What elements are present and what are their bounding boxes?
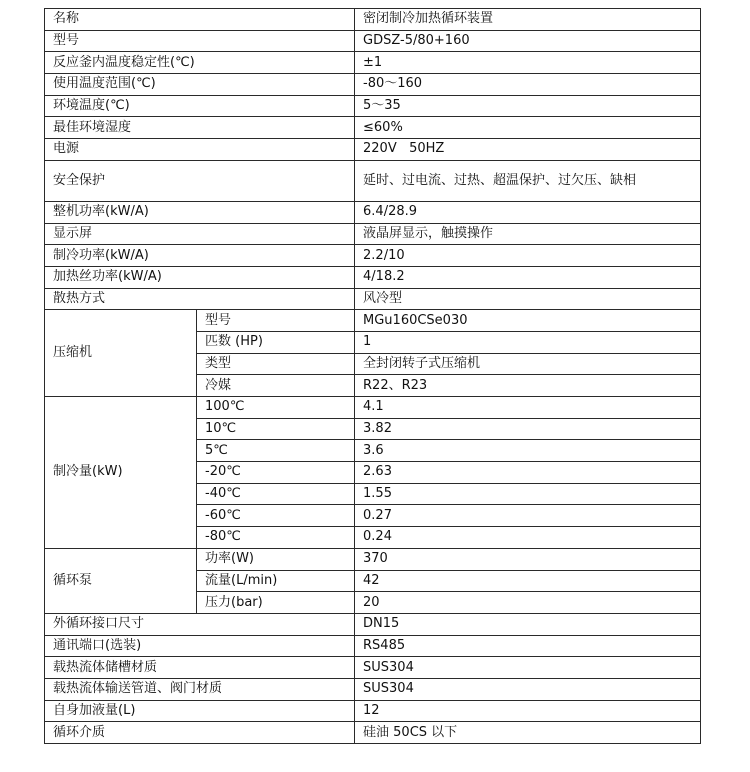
table-row bbox=[45, 74, 701, 96]
row-label: 环境温度(℃) bbox=[45, 95, 355, 117]
row-label: 显示屏 bbox=[45, 223, 355, 245]
row-value: 5～35 bbox=[355, 95, 701, 117]
sub-label: 匹数 (HP) bbox=[197, 331, 355, 353]
table-row bbox=[45, 95, 701, 117]
table-row bbox=[45, 288, 701, 310]
row-value: SUS304 bbox=[355, 657, 701, 679]
table-row bbox=[45, 52, 701, 74]
table-row bbox=[45, 722, 701, 744]
row-label: 名称 bbox=[45, 9, 355, 31]
table-row bbox=[45, 700, 701, 722]
sub-label: 冷媒 bbox=[197, 375, 355, 397]
row-value: MGu160CSe030 bbox=[355, 310, 701, 332]
row-value: DN15 bbox=[355, 613, 701, 635]
row-value: 0.27 bbox=[355, 505, 701, 527]
spec-table bbox=[44, 8, 701, 744]
row-value: 0.24 bbox=[355, 527, 701, 549]
row-label: 最佳环境湿度 bbox=[45, 117, 355, 139]
table-row bbox=[45, 139, 701, 161]
row-label: 自身加液量(L) bbox=[45, 700, 355, 722]
row-value: 220V 50HZ bbox=[355, 139, 701, 161]
table-row bbox=[45, 30, 701, 52]
table-row bbox=[45, 310, 701, 332]
row-value: 3.6 bbox=[355, 440, 701, 462]
sub-label: 100℃ bbox=[197, 397, 355, 419]
row-label: 整机功率(kW/A) bbox=[45, 201, 355, 223]
sub-label: -60℃ bbox=[197, 505, 355, 527]
row-value: 370 bbox=[355, 548, 701, 570]
row-value: 硅油 50CS 以下 bbox=[355, 722, 701, 744]
sub-label: 压力(bar) bbox=[197, 592, 355, 614]
table-row bbox=[45, 613, 701, 635]
table-row bbox=[45, 678, 701, 700]
row-label: 安全保护 bbox=[45, 160, 355, 201]
table-row bbox=[45, 9, 701, 31]
table-row bbox=[45, 117, 701, 139]
row-value: 4/18.2 bbox=[355, 266, 701, 288]
table-row bbox=[45, 548, 701, 570]
row-label: 电源 bbox=[45, 139, 355, 161]
row-label: 外循环接口尺寸 bbox=[45, 613, 355, 635]
sub-label: 流量(L/min) bbox=[197, 570, 355, 592]
row-value: 12 bbox=[355, 700, 701, 722]
table-row bbox=[45, 657, 701, 679]
row-value: 2.63 bbox=[355, 462, 701, 484]
row-label: 载热流体储槽材质 bbox=[45, 657, 355, 679]
table-row bbox=[45, 160, 701, 201]
sub-label: 5℃ bbox=[197, 440, 355, 462]
row-value: 3.82 bbox=[355, 418, 701, 440]
sub-label: -80℃ bbox=[197, 527, 355, 549]
row-label: 使用温度范围(℃) bbox=[45, 74, 355, 96]
row-value: 密闭制冷加热循环装置 bbox=[355, 9, 701, 31]
table-row bbox=[45, 635, 701, 657]
row-value: 20 bbox=[355, 592, 701, 614]
row-value: 风冷型 bbox=[355, 288, 701, 310]
sub-label: -20℃ bbox=[197, 462, 355, 484]
row-value: GDSZ-5/80+160 bbox=[355, 30, 701, 52]
table-row bbox=[45, 397, 701, 419]
row-value: 延时、过电流、过热、超温保护、过欠压、缺相 bbox=[355, 160, 701, 201]
row-value: 全封闭转子式压缩机 bbox=[355, 353, 701, 375]
table-row bbox=[45, 201, 701, 223]
row-value: R22、R23 bbox=[355, 375, 701, 397]
row-value: RS485 bbox=[355, 635, 701, 657]
row-value: 42 bbox=[355, 570, 701, 592]
row-label: 散热方式 bbox=[45, 288, 355, 310]
row-label: 型号 bbox=[45, 30, 355, 52]
row-label: 反应釜内温度稳定性(℃) bbox=[45, 52, 355, 74]
table-row bbox=[45, 245, 701, 267]
row-value: 2.2/10 bbox=[355, 245, 701, 267]
row-label: 循环介质 bbox=[45, 722, 355, 744]
row-value: 6.4/28.9 bbox=[355, 201, 701, 223]
row-label: 制冷功率(kW/A) bbox=[45, 245, 355, 267]
group-label-pump: 循环泵 bbox=[45, 548, 197, 613]
sub-label: 功率(W) bbox=[197, 548, 355, 570]
group-label-compressor: 压缩机 bbox=[45, 310, 197, 397]
table-row bbox=[45, 266, 701, 288]
row-value: 1.55 bbox=[355, 483, 701, 505]
row-value: ≤60% bbox=[355, 117, 701, 139]
sub-label: 型号 bbox=[197, 310, 355, 332]
row-value: SUS304 bbox=[355, 678, 701, 700]
row-value: 液晶屏显示，触摸操作 bbox=[355, 223, 701, 245]
row-label: 加热丝功率(kW/A) bbox=[45, 266, 355, 288]
sub-label: 10℃ bbox=[197, 418, 355, 440]
sub-label: 类型 bbox=[197, 353, 355, 375]
sub-label: -40℃ bbox=[197, 483, 355, 505]
row-label: 通讯端口(选装) bbox=[45, 635, 355, 657]
table-row bbox=[45, 223, 701, 245]
row-value: ±1 bbox=[355, 52, 701, 74]
row-label: 载热流体输送管道、阀门材质 bbox=[45, 678, 355, 700]
row-value: 4.1 bbox=[355, 397, 701, 419]
row-value: -80～160 bbox=[355, 74, 701, 96]
row-value: 1 bbox=[355, 331, 701, 353]
group-label-cooling: 制冷量(kW) bbox=[45, 397, 197, 549]
